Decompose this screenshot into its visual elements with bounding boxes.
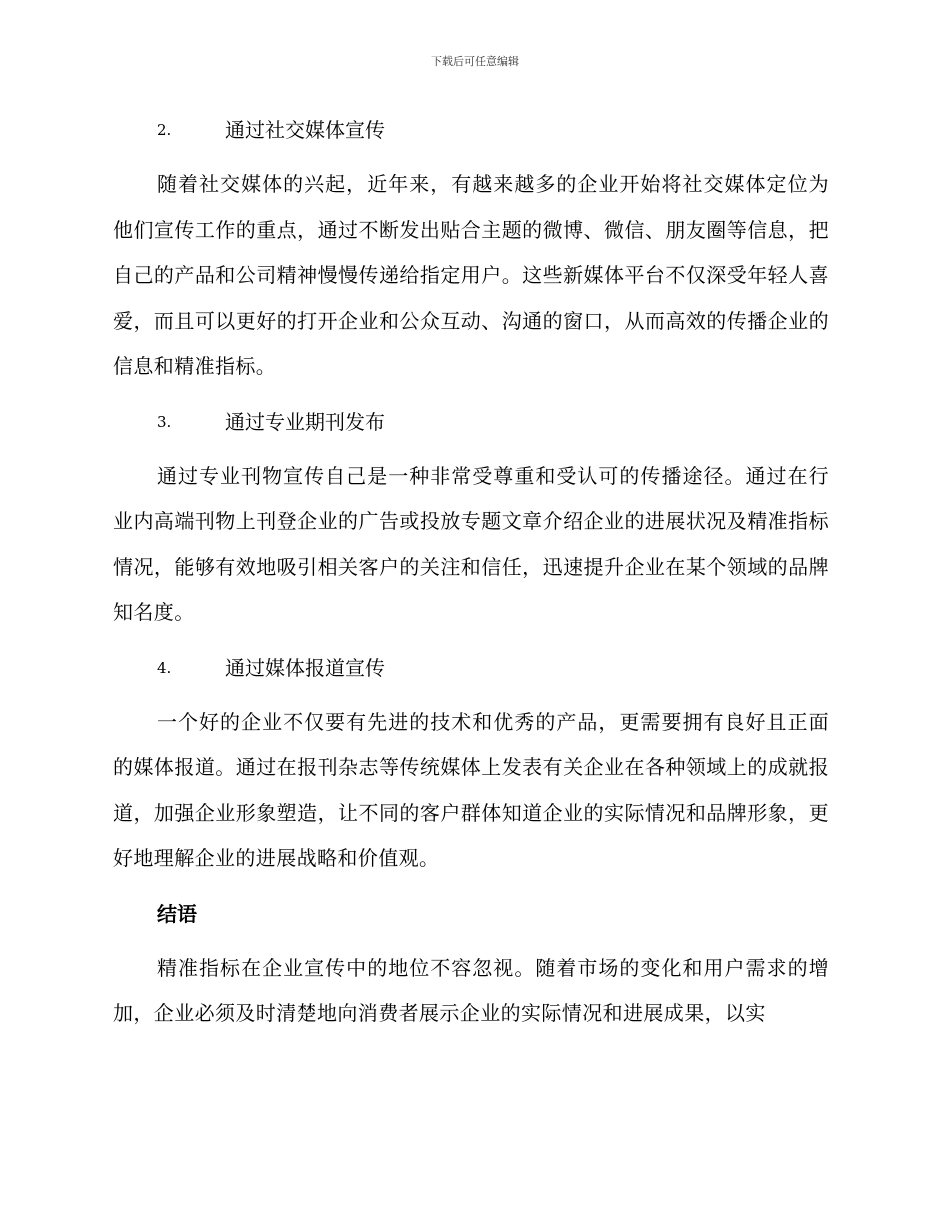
item-title: 通过社交媒体宣传 [225,118,385,142]
item-title: 通过专业期刊发布 [225,409,385,434]
item-number: 4. [157,658,172,677]
item-heading-4 [113,650,829,686]
item-number: 3. [157,412,172,431]
document-body [113,112,829,1051]
conclusion-heading: 结语 [157,901,197,926]
item-paragraph: 一个好的企业不仅要有先进的技术和优秀的产品，更需要拥有良好且正面的媒体报道。通过在报刊杂志等传统媒体上发表有关企业在各种领域上的成就报道，加强企业形象塑造，让不同的客户群体知道企业的实际情况和品牌形象，更好地理解企业的进展战略和价值观。 [113,709,829,870]
item-heading-2 [113,112,829,148]
page-header: 下载后可任意编辑 [431,55,519,68]
item-title: 通过媒体报道宣传 [225,655,385,680]
conclusion-paragraph: 精准指标在企业宣传中的地位不容忽视。随着市场的变化和用户需求的增加，企业必须及时清楚地向消费者展示企业的实际情况和进展成果，以实 [113,955,829,1025]
item-heading-3 [113,404,829,440]
item-paragraph: 随着社交媒体的兴起，近年来，有越来越多的企业开始将社交媒体定位为他们宣传工作的重点，通过不断发出贴合主题的微博、微信、朋友圈等信息，把自己的产品和公司精神慢慢传递给指定用户。这些新媒体平台不仅深受年轻人喜爱，而且可以更好的打开企业和公众互动、沟通的窗口，从而高效的传播企业的信息和精准指标。 [113,172,829,378]
item-paragraph: 通过专业刊物宣传自己是一种非常受尊重和受认可的传播途径。通过在行业内高端刊物上刊登企业的广告或投放专题文章介绍企业的进展状况及精准指标情况，能够有效地吸引相关客户的关注和信任，迅速提升企业在某个领域的品牌知名度。 [113,463,829,624]
item-number: 2. [157,121,172,139]
